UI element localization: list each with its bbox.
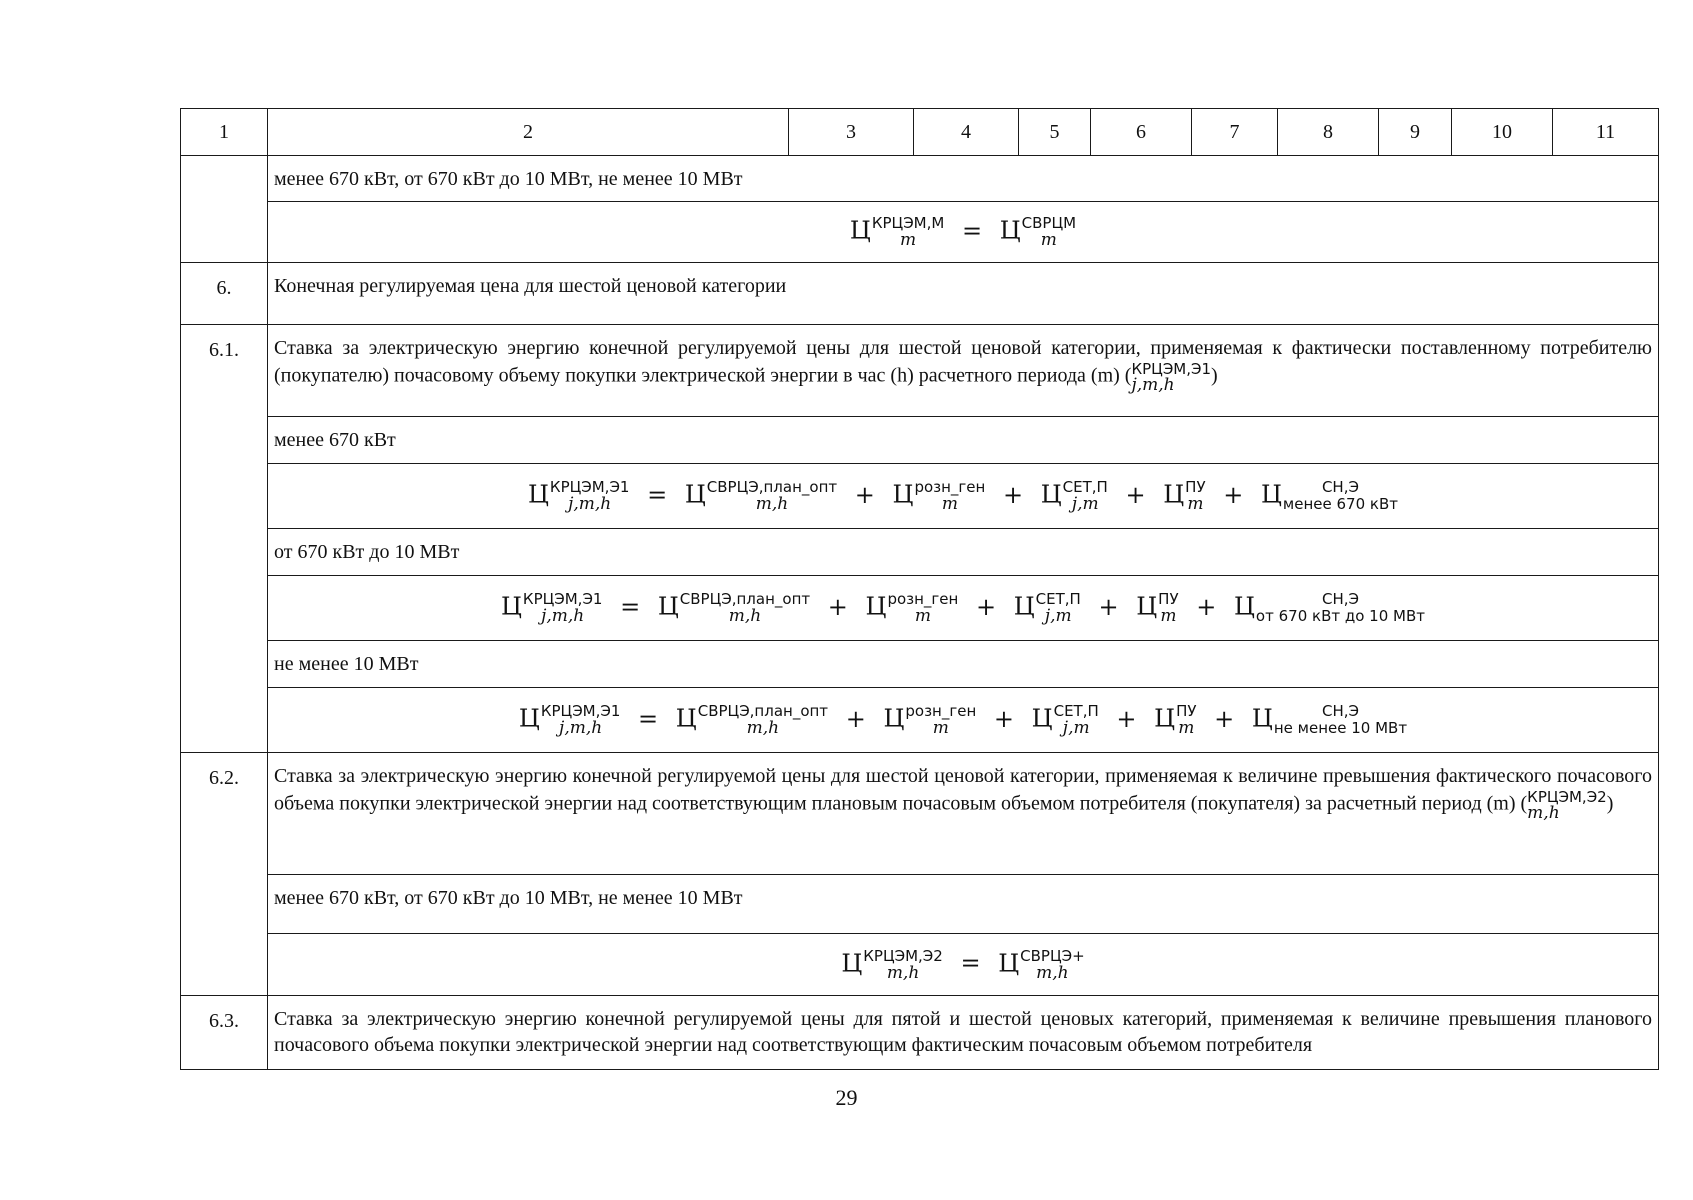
formula-cell (268, 576, 1659, 641)
header-cell: 6 (1091, 109, 1192, 156)
header-row (181, 109, 1659, 156)
table-row (181, 753, 1659, 875)
header-cell: 9 (1379, 109, 1452, 156)
table-row (181, 641, 1659, 688)
formula-cell (268, 934, 1659, 996)
table-row (181, 875, 1659, 934)
table-row (181, 156, 1659, 202)
row-number: 6.2. (181, 753, 268, 996)
header-cell: 5 (1019, 109, 1091, 156)
table-row (181, 529, 1659, 576)
header-cell: 10 (1452, 109, 1553, 156)
table-row (181, 576, 1659, 641)
power-range-all: менее 670 кВт, от 670 кВт до 10 МВт, не менее 10 МВт (268, 156, 1659, 202)
power-range-all: менее 670 кВт, от 670 кВт до 10 МВт, не менее 10 МВт (268, 875, 1659, 934)
section-description: Ставка за электрическую энергию конечной регулируемой цены для пятой и шестой ценовых категорий, применяемая к величине превышения планового почасового объема покупки электрической энергии над соответствующим фактическим почасовым объемом потребителя (268, 996, 1659, 1070)
header-cell: 7 (1192, 109, 1278, 156)
header-cell: 4 (914, 109, 1019, 156)
formula-cell (268, 202, 1659, 263)
formula-e2: Ц КРЦЭМ,Э2 m,h = Ц СВРЦЭ+ m,h (841, 946, 1085, 983)
power-range-label: от 670 кВт до 10 МВт (268, 529, 1659, 576)
power-range-label: не менее 10 МВт (268, 641, 1659, 688)
section-title: Конечная регулируемая цена для шестой ценовой категории (268, 263, 1659, 325)
header-cell: 3 (789, 109, 914, 156)
table-row (181, 996, 1659, 1070)
row-number: 6. (181, 263, 268, 325)
table-row (181, 417, 1659, 464)
row-number-empty (181, 156, 268, 263)
formula-cell (268, 464, 1659, 529)
price-table (180, 108, 1659, 1070)
row-number: 6.3. (181, 996, 268, 1070)
section-description: Ставка за электрическую энергию конечной регулируемой цены для шестой ценовой категории, применяемая к величине превышения фактического почасового объема покупки электрической энергии над соответствующим плановым почасовым объемом потребителя (покупателя) за расчетный период (m) ( КРЦЭМ,Э2 m,h ) (268, 753, 1659, 875)
table-row (181, 325, 1659, 417)
table-row (181, 464, 1659, 529)
formula-cell (268, 688, 1659, 753)
table-row (181, 202, 1659, 263)
header-cell: 2 (268, 109, 789, 156)
header-cell: 11 (1553, 109, 1659, 156)
table-row (181, 934, 1659, 996)
table-row (181, 263, 1659, 325)
formula-e1-not-less-10: Ц КРЦЭМ,Э1 j,m,h = Ц СВРЦЭ,план_опт m,h + Ц розн_ген m + Ц СЕТ,П j,m + Ц ПУ m + Ц СН,Э не менее 10 МВт (518, 702, 1408, 738)
formula-m: Ц КРЦЭМ,М m = Ц СВРЦМ m (849, 214, 1077, 250)
row-number: 6.1. (181, 325, 268, 753)
table-row (181, 688, 1659, 753)
header-cell: 8 (1278, 109, 1379, 156)
page-number: 29 (835, 1085, 858, 1110)
formula-e1-670-10: Ц КРЦЭМ,Э1 j,m,h = Ц СВРЦЭ,план_опт m,h + Ц розн_ген m + Ц СЕТ,П j,m + Ц ПУ m + Ц СН,Э от 670 кВт до 10 МВт (500, 590, 1426, 626)
power-range-label: менее 670 кВт (268, 417, 1659, 464)
formula-e1-less-670: Ц КРЦЭМ,Э1 j,m,h = Ц СВРЦЭ,план_опт m,h + Ц розн_ген m + Ц СЕТ,П j,m + Ц ПУ m + Ц СН,Э менее 670 кВт (527, 478, 1398, 514)
section-description: Ставка за электрическую энергию конечной регулируемой цены для шестой ценовой категории, применяемая к фактически поставленному потребителю (покупателю) почасовому объему покупки электрической энергии в час (h) расчетного периода (m) ( КРЦЭМ,Э1 j,m,h ) (268, 325, 1659, 417)
header-cell: 1 (181, 109, 268, 156)
